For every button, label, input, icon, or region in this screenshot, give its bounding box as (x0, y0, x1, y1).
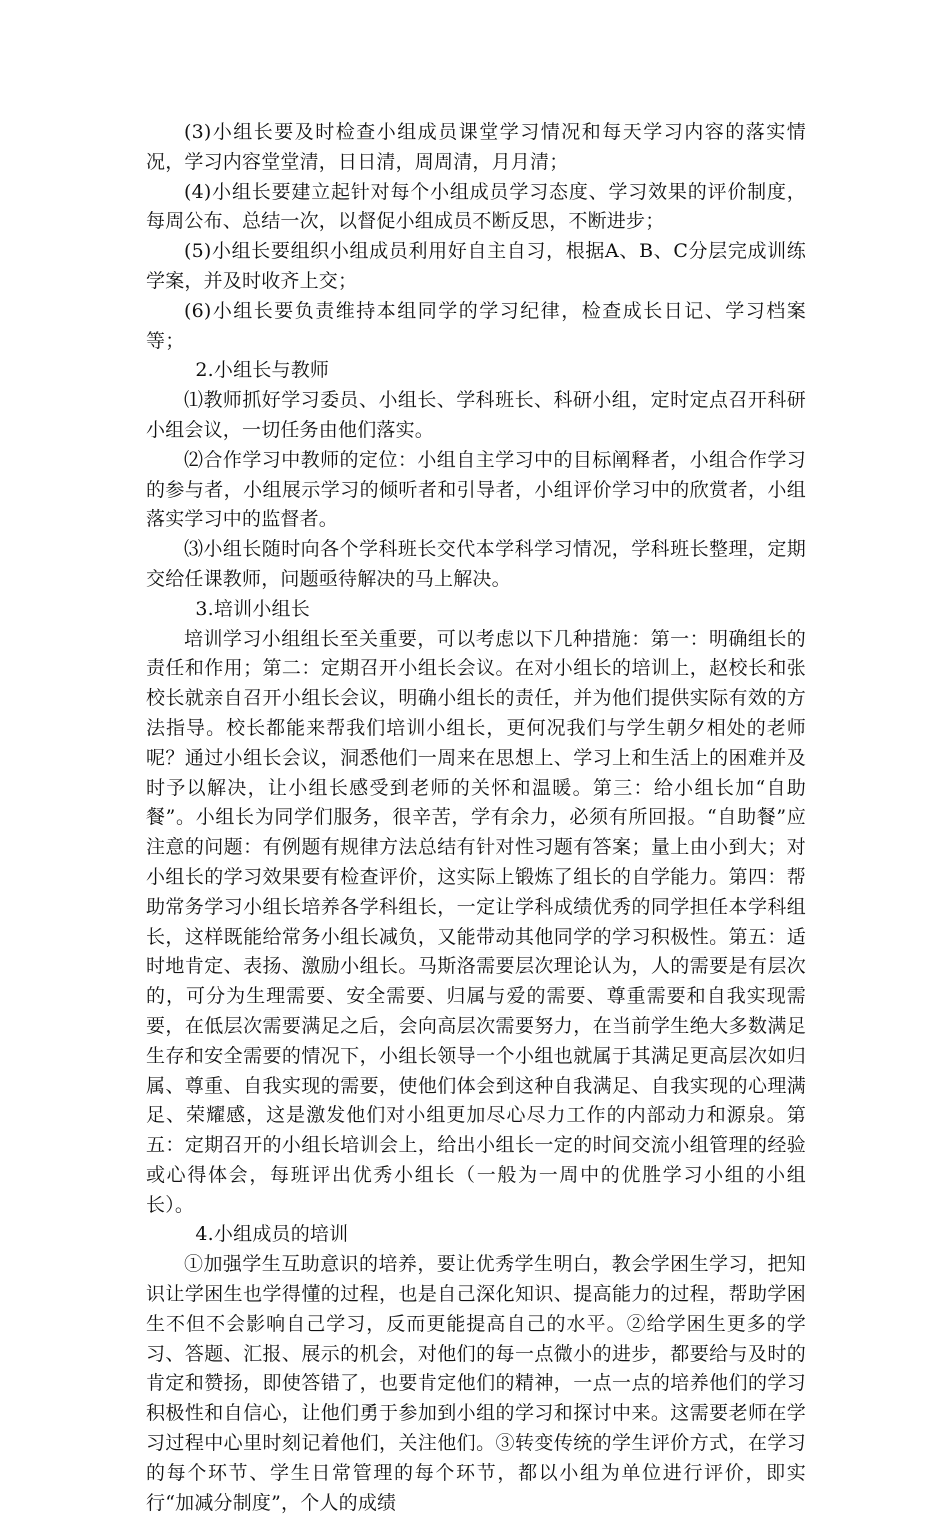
section-heading-member-training: 4.小组成员的培训 (195, 1223, 349, 1246)
paragraph-leader-discipline: (6)小组长要负责维持本组同学的学习纪律，检查成长日记、学习档案等； (146, 299, 806, 352)
paragraph-leader-evaluation: (4)小组长要建立起针对每个小组成员学习态度、学习效果的评价制度，每周公布、总结一次，以督促小组成员不断反思，不断进步； (146, 180, 806, 233)
paragraph-leader-self-study: (5)小组长要组织小组成员利用好自主自习，根据A、B、C分层完成训练学案，并及时收齐上交； (146, 240, 806, 292)
paragraph-train-leaders: 培训学习小组组长至关重要，可以考虑以下几种措施：第一：明确组长的责任和作用；第二：定期召开小组长会议。在对小组长的培训上，赵校长和张校长就亲自召开小组长会议，明确小组长的责任，并为他们提供实际有效的方法指导。校长都能来帮我们培训小组长，更何况我们与学生朝夕相处的老师呢？通过小组长会议，洞悉他们一周来在思想上、学习上和生活上的困难并及时予以解决，让小组长感受到老师的关怀和温暖。第三：给小组长加“自助餐”。小组长为同学们服务，很辛苦，学有余力，必须有所回报。“自助餐”应注意的问题：有例题有规律方法总结有针对性习题有答案；量上由小到大；对小组长的学习效果要有检查评价，这实际上锻炼了组长的自学能力。第四：帮助常务学习小组长培养各学科组长，一定让学科成绩优秀的同学担任本学科组长，这样既能给常务小组长减负，又能带动其他同学的学习积极性。第五：适时地肯定、表扬、激励小组长。马斯洛需要层次理论认为，人的需要是有层次的，可分为生理需要、安全需要、归属与爱的需要、尊重需要和自我实现需要，在低层次需要满足之后，会向高层次需要努力，在当前学生绝大多数满足生存和安全需要的情况下，小组长领导一个小组也就属于其满足更高层次如归属、尊重、自我实现的需要，使他们体会到这种自我满足、自我实现的心理满足、荣耀感，这是激发他们对小组更加尽心尽力工作的内部动力和源泉。第五：定期召开的小组长培训会上，给出小组长一定的时间交流小组管理的经验或心得体会，每班评出优秀小组长（一般为一周中的优胜学习小组的小组长）。 (146, 627, 806, 1216)
paragraph-teacher-management: ⑴教师抓好学习委员、小组长、学科班长、科研小组，定时定点召开科研小组会议，一切任务由他们落实。 (146, 389, 806, 441)
paragraph-subject-monitor: ⑶小组长随时向各个学科班长交代本学科学习情况，学科班长整理，定期交给任课教师，问题亟待解决的马上解决。 (146, 538, 806, 590)
section-heading-leader-teacher: 2.小组长与教师 (195, 359, 330, 382)
paragraph-teacher-role: ⑵合作学习中教师的定位：小组自主学习中的目标阐释者，小组合作学习的参与者，小组展示学习的倾听者和引导者，小组评价学习中的欣赏者，小组落实学习中的监督者。 (146, 448, 806, 531)
document-page (146, 118, 806, 1518)
section-heading-train-leaders: 3.培训小组长 (195, 597, 310, 620)
paragraph-member-training: ①加强学生互助意识的培养，要让优秀学生明白，教会学困生学习，把知识让学困生也学得懂的过程，也是自己深化知识、提高能力的过程，帮助学困生不但不会影响自己学习，反而更能提高自己的水平。②给学困生更多的学习、答题、汇报、展示的机会，对他们的每一点微小的进步，都要给与及时的肯定和赞扬，即使答错了，也要肯定他们的精神，一点一点的培养他们的学习积极性和自信心，让他们勇于参加到小组的学习和探讨中来。这需要老师在学习过程中心里时刻记着他们，关注他们。③转变传统的学生评价方式，在学习的每个环节、学生日常管理的每个环节，都以小组为单位进行评价，即实行“加减分制度”，个人的成绩 (146, 1253, 806, 1514)
paragraph-leader-check: (3)小组长要及时检查小组成员课堂学习情况和每天学习内容的落实情况，学习内容堂堂清，日日清，周周清，月月清； (146, 121, 806, 173)
